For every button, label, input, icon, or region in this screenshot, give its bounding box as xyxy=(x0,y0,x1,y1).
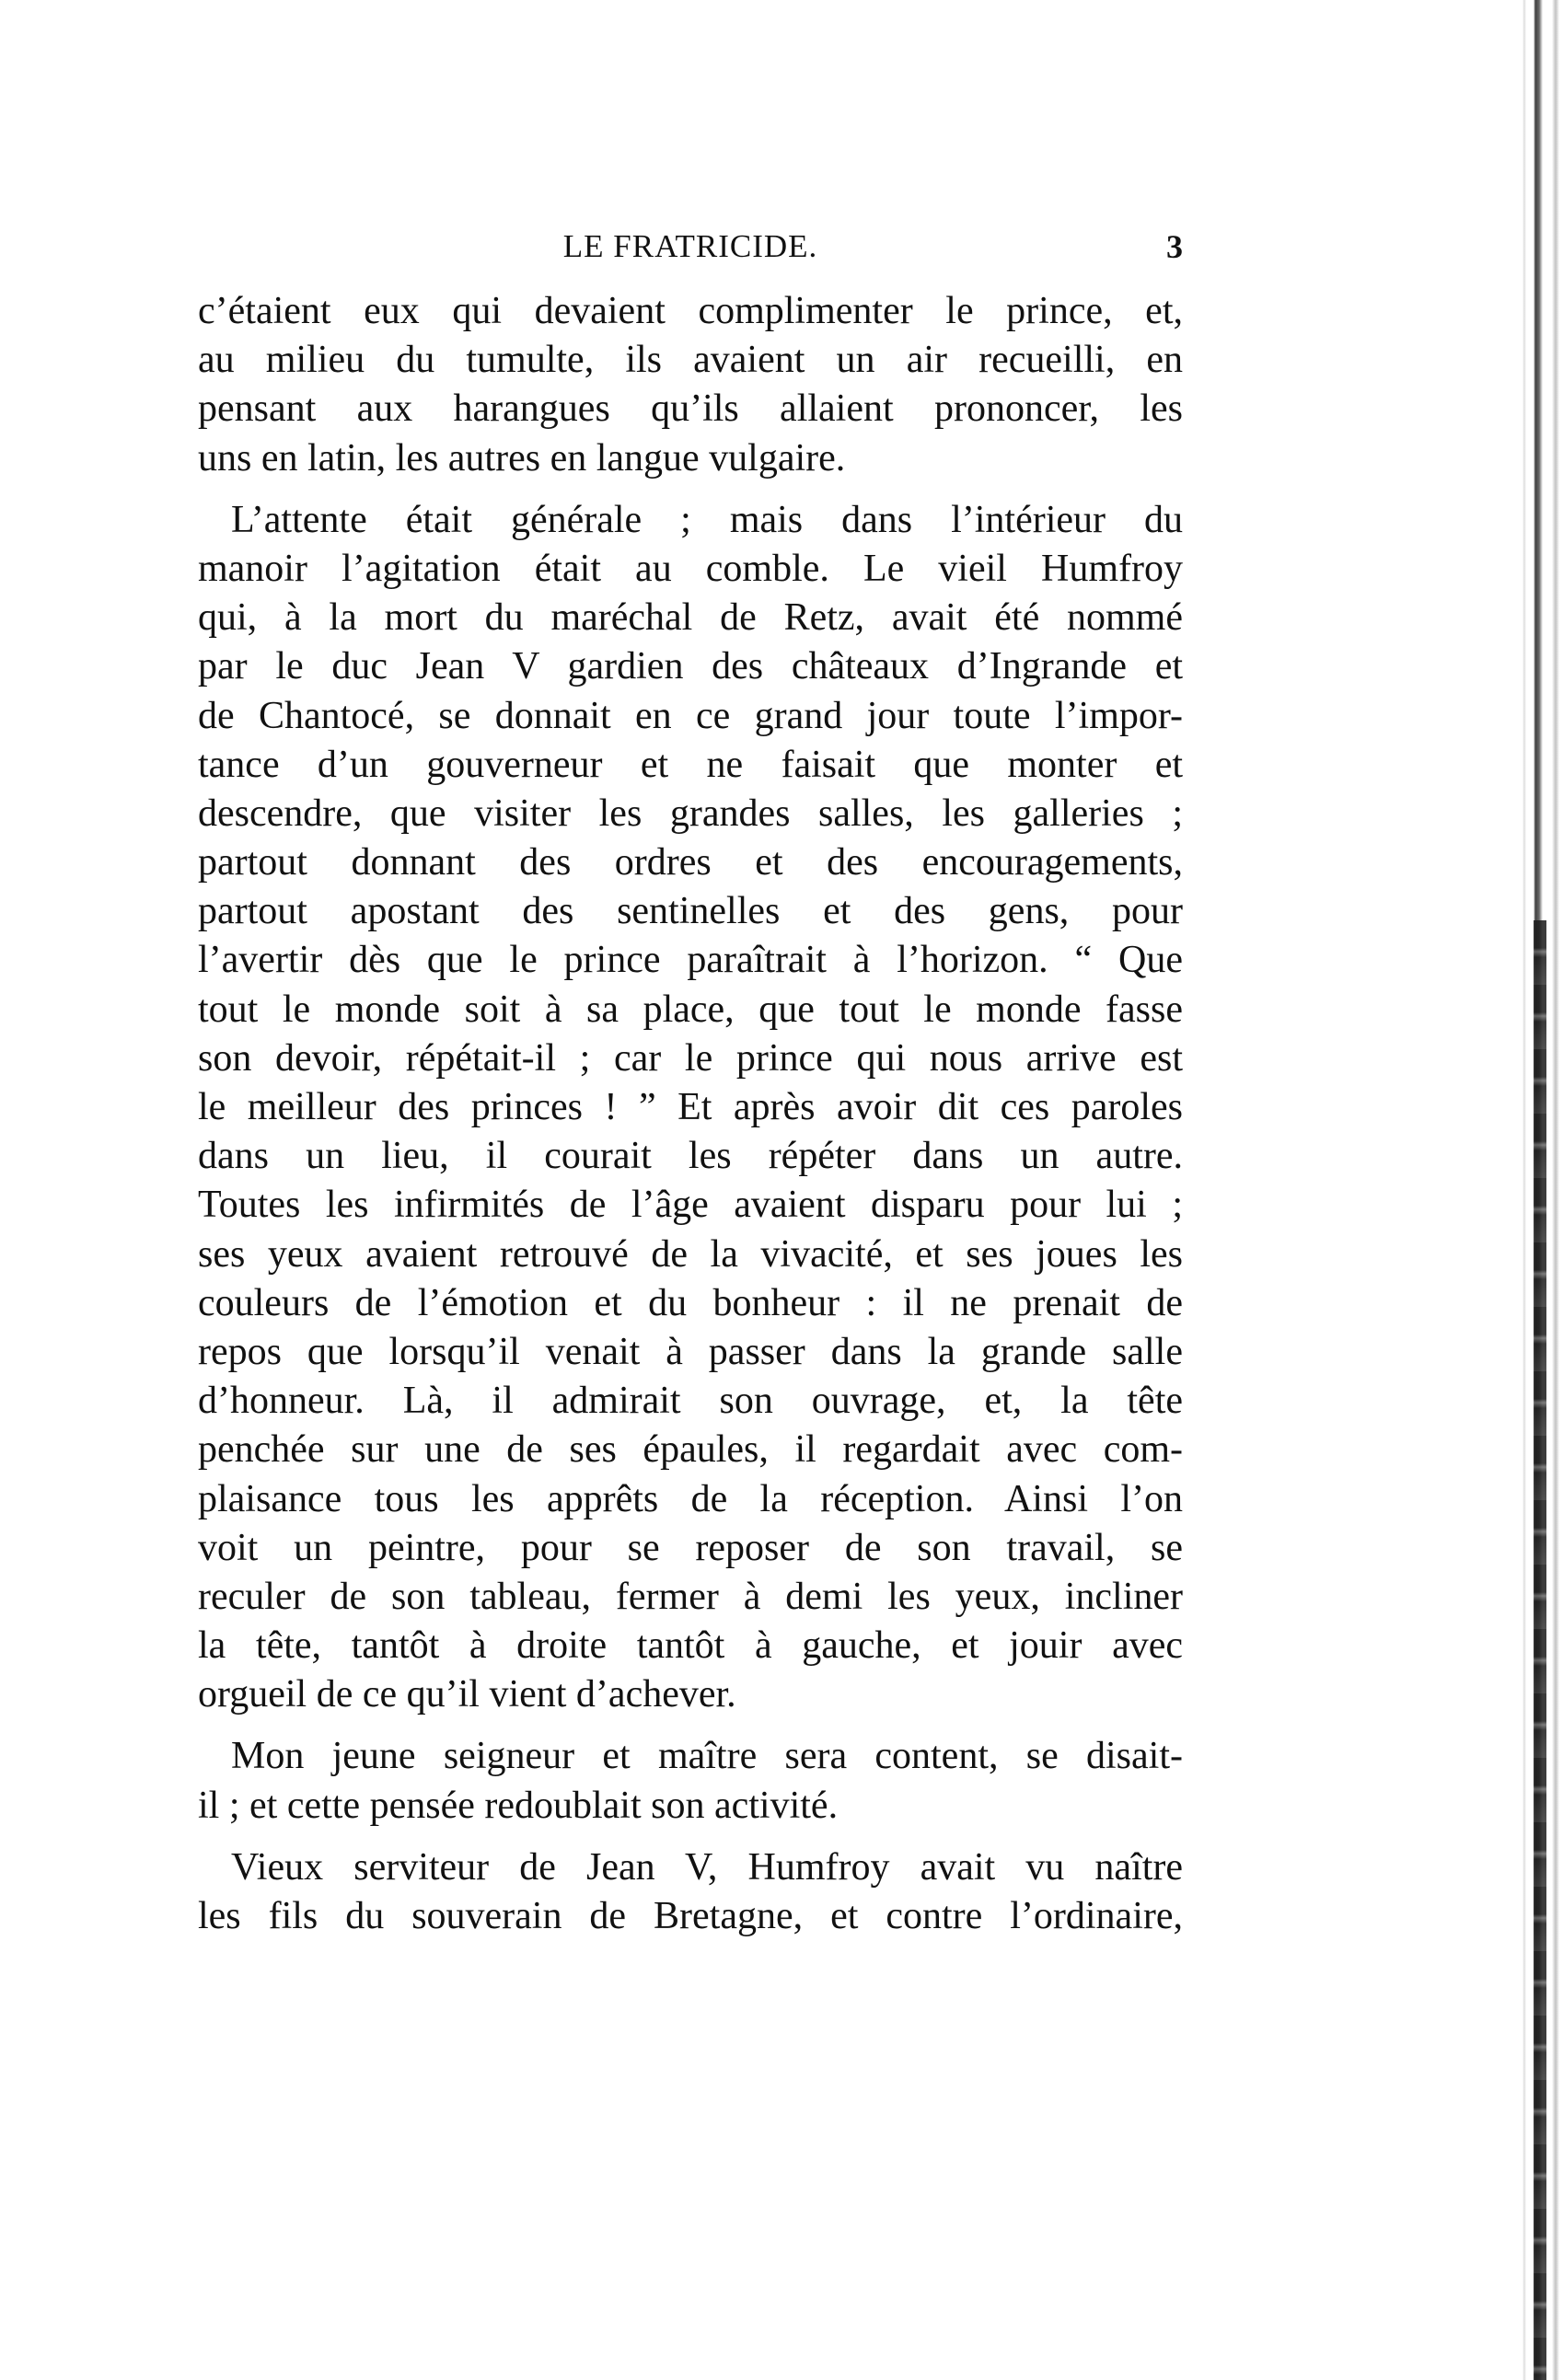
text-line: au milieu du tumulte, ils avaient un air recueilli, en xyxy=(198,339,1183,382)
text-line: il ; et cette pensée redoublait son activité. xyxy=(198,1784,839,1827)
text-line: la tête, tantôt à droite tantôt à gauche, et jouir avec xyxy=(198,1624,1183,1668)
text-line: c’étaient eux qui devaient complimenter le prince, et, xyxy=(198,290,1183,332)
text-line: Vieux serviteur de Jean V, Humfroy avait vu naître xyxy=(231,1845,1183,1889)
paragraph-1 xyxy=(198,287,1183,483)
text-line: tout le monde soit à sa place, que tout le monde fasse xyxy=(198,988,1183,1031)
text-line: de Chantocé, se donnait en ce grand jour toute l’impor- xyxy=(198,694,1183,737)
text-line: d’honneur. Là, il admirait son ouvrage, et, la tête xyxy=(198,1380,1183,1423)
paragraph-4 xyxy=(198,1843,1183,1941)
text-line: son devoir, répétait-il ; car le prince qui nous arrive est xyxy=(198,1036,1183,1080)
paragraph-3 xyxy=(198,1732,1183,1830)
running-title: LE FRATRICIDE. xyxy=(562,228,818,264)
text-line: ses yeux avaient retrouvé de la vivacité, et ses joues les xyxy=(198,1232,1183,1276)
text-line: Toutes les infirmités de l’âge avaient disparu pour lui ; xyxy=(198,1184,1183,1227)
text-line: partout apostant des sentinelles et des gens, pour xyxy=(198,890,1183,933)
page-number: 3 xyxy=(1166,228,1183,265)
text-line: L’attente était générale ; mais dans l’intérieur du xyxy=(231,498,1183,541)
text-line: manoir l’agitation était au comble. Le vieil Humfroy xyxy=(198,547,1183,590)
page-gutter-shadow xyxy=(1534,920,1546,2380)
text-line: penchée sur une de ses épaules, il regardait avec com- xyxy=(198,1428,1183,1472)
text-line: qui, à la mort du maréchal de Retz, avait été nommé xyxy=(198,596,1183,640)
text-line: voit un peintre, pour se reposer de son travail, se xyxy=(198,1526,1183,1569)
text-line: l’avertir dès que le prince paraîtrait à l’horizon. “ Que xyxy=(198,939,1183,982)
text-line: orgueil de ce qu’il vient d’achever. xyxy=(198,1673,736,1716)
body-text xyxy=(198,287,1183,1941)
text-line: le meilleur des princes ! ” Et après avoir dit ces paroles xyxy=(198,1086,1183,1128)
text-line: repos que lorsqu’il venait à passer dans la grande salle xyxy=(198,1330,1183,1373)
paragraph-2 xyxy=(198,496,1183,1720)
text-line: les fils du souverain de Bretagne, et contre l’ordinaire, xyxy=(198,1895,1183,1937)
text-line: descendre, que visiter les grandes salles, les galleries ; xyxy=(198,791,1183,835)
text-line: tance d’un gouverneur et ne faisait que monter et xyxy=(198,743,1183,786)
running-head xyxy=(198,219,1183,274)
text-line: par le duc Jean V gardien des châteaux d’Ingrande et xyxy=(198,645,1183,688)
text-line: couleurs de l’émotion et du bonheur : il ne prenait de xyxy=(198,1281,1183,1324)
text-line: plaisance tous les apprêts de la réception. Ainsi l’on xyxy=(198,1477,1183,1520)
text-line: dans un lieu, il courait les répéter dans un autre. xyxy=(198,1135,1183,1178)
text-line: uns en latin, les autres en langue vulgaire. xyxy=(198,436,846,479)
text-line: pensant aux harangues qu’ils allaient prononcer, les xyxy=(198,387,1183,431)
text-line: partout donnant des ordres et des encouragements, xyxy=(198,841,1183,884)
text-line: reculer de son tableau, fermer à demi les yeux, incliner xyxy=(198,1575,1183,1618)
text-line: Mon jeune seigneur et maître sera content, se disait- xyxy=(231,1735,1183,1778)
